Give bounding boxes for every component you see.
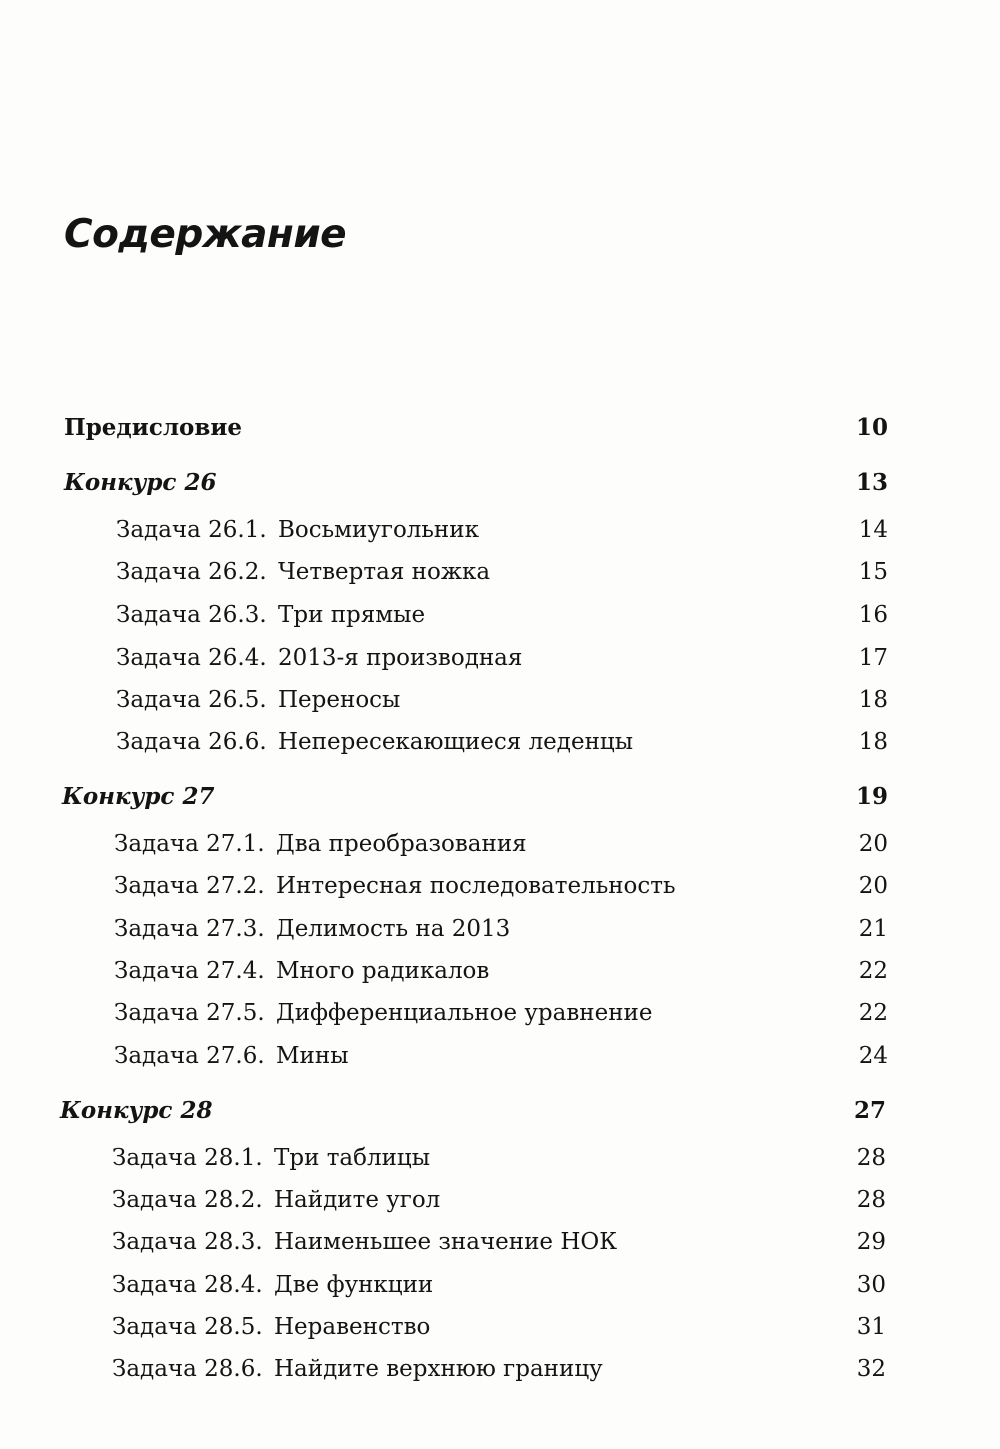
toc-entry-task[interactable] xyxy=(112,1143,886,1173)
task-title: Наименьшее значение НОК xyxy=(274,1229,618,1255)
dot-leader xyxy=(625,1227,836,1257)
dot-leader xyxy=(498,557,838,587)
toc-entry-contest-27[interactable] xyxy=(62,782,888,812)
page-number: 19 xyxy=(855,783,888,810)
task-title: Восьмиугольник xyxy=(278,517,479,543)
task-number: Задача 27.1. xyxy=(114,831,265,857)
page-number: 28 xyxy=(856,1187,886,1213)
task-number: Задача 26.5. xyxy=(116,687,267,713)
page-number: 31 xyxy=(856,1314,886,1340)
toc-entry-task[interactable] xyxy=(114,871,888,901)
task-number: Задача 28.5. xyxy=(112,1314,263,1340)
dot-leader xyxy=(224,468,838,498)
task-number: Задача 28.3. xyxy=(112,1229,263,1255)
task-number: Задача 26.2. xyxy=(116,559,267,585)
page-number: 29 xyxy=(856,1229,886,1255)
dot-leader xyxy=(448,1185,836,1215)
task-number: Задача 27.2. xyxy=(114,873,265,899)
toc-entry-task[interactable] xyxy=(114,914,888,944)
dot-leader xyxy=(250,413,838,443)
task-number: Задача 26.6. xyxy=(116,729,267,755)
page-number: 13 xyxy=(855,469,888,496)
dot-leader xyxy=(220,1096,836,1126)
page-title: Содержание xyxy=(64,212,347,257)
task-title: Два преобразования xyxy=(276,831,527,857)
task-number: Задача 28.4. xyxy=(112,1272,263,1298)
dot-leader xyxy=(661,998,838,1028)
dot-leader xyxy=(438,1143,836,1173)
page-number: 20 xyxy=(858,831,888,857)
page-number: 14 xyxy=(858,517,888,543)
task-title: Дифференциальное уравнение xyxy=(276,1000,653,1026)
task-number: Задача 28.1. xyxy=(112,1145,263,1171)
task-number: Задача 26.1. xyxy=(116,517,267,543)
dot-leader xyxy=(408,685,838,715)
task-title: Переносы xyxy=(278,687,401,713)
task-title: Найдите угол xyxy=(274,1187,441,1213)
entry-title: Конкурс 26 xyxy=(64,469,217,496)
task-title: Непересекающиеся леденцы xyxy=(278,729,633,755)
toc-entry-task[interactable] xyxy=(112,1312,886,1342)
page-number: 32 xyxy=(856,1356,886,1382)
toc-entry-task[interactable] xyxy=(116,685,888,715)
toc-entry-task[interactable] xyxy=(116,557,888,587)
page-number: 16 xyxy=(858,602,888,628)
toc-entry-contest-26[interactable] xyxy=(64,468,888,498)
task-number: Задача 27.4. xyxy=(114,958,265,984)
dot-leader xyxy=(530,643,838,673)
page-number: 21 xyxy=(858,916,888,942)
task-title: Неравенство xyxy=(274,1314,431,1340)
toc-entry-task[interactable] xyxy=(116,727,888,757)
task-title: Две функции xyxy=(274,1272,434,1298)
page-number: 18 xyxy=(858,729,888,755)
toc-entry-preface[interactable] xyxy=(64,413,888,443)
page-number: 17 xyxy=(858,645,888,671)
page-number: 30 xyxy=(856,1272,886,1298)
entry-title: Конкурс 27 xyxy=(62,783,215,810)
toc-entry-contest-28[interactable] xyxy=(60,1096,886,1126)
page-number: 24 xyxy=(858,1043,888,1069)
task-title: Четвертая ножка xyxy=(278,559,491,585)
task-number: Задача 28.2. xyxy=(112,1187,263,1213)
task-title: Три прямые xyxy=(278,602,426,628)
task-title: 2013-я производная xyxy=(278,645,523,671)
toc-entry-task[interactable] xyxy=(112,1270,886,1300)
dot-leader xyxy=(222,782,838,812)
task-title: Делимость на 2013 xyxy=(276,916,511,942)
task-title: Найдите верхнюю границу xyxy=(274,1356,603,1382)
page-number: 27 xyxy=(853,1097,886,1124)
task-number: Задача 27.5. xyxy=(114,1000,265,1026)
toc-entry-task[interactable] xyxy=(112,1354,886,1384)
toc-entry-task[interactable] xyxy=(116,643,888,673)
dot-leader xyxy=(438,1312,836,1342)
toc-entry-task[interactable] xyxy=(116,515,888,545)
task-title: Мины xyxy=(276,1043,349,1069)
task-title: Три таблицы xyxy=(274,1145,431,1171)
toc-entry-task[interactable] xyxy=(114,998,888,1028)
dot-leader xyxy=(441,1270,836,1300)
page-number: 22 xyxy=(858,958,888,984)
dot-leader xyxy=(487,515,838,545)
task-title: Много радикалов xyxy=(276,958,490,984)
task-number: Задача 26.3. xyxy=(116,602,267,628)
toc-entry-task[interactable] xyxy=(116,600,888,630)
toc-entry-task[interactable] xyxy=(114,829,888,859)
page-number: 20 xyxy=(858,873,888,899)
page-number: 28 xyxy=(856,1145,886,1171)
task-number: Задача 27.6. xyxy=(114,1043,265,1069)
dot-leader xyxy=(518,914,838,944)
entry-title: Конкурс 28 xyxy=(60,1097,213,1124)
dot-leader xyxy=(357,1041,838,1071)
page-number: 15 xyxy=(858,559,888,585)
dot-leader xyxy=(641,727,838,757)
toc-entry-task[interactable] xyxy=(114,1041,888,1071)
dot-leader xyxy=(611,1354,836,1384)
task-number: Задача 28.6. xyxy=(112,1356,263,1382)
dot-leader xyxy=(433,600,838,630)
task-number: Задача 26.4. xyxy=(116,645,267,671)
page-number: 10 xyxy=(855,414,888,441)
toc-entry-task[interactable] xyxy=(114,956,888,986)
task-title: Интересная последовательность xyxy=(276,873,676,899)
task-number: Задача 27.3. xyxy=(114,916,265,942)
toc-entry-task[interactable] xyxy=(112,1185,886,1215)
page-number: 18 xyxy=(858,687,888,713)
entry-title: Предисловие xyxy=(64,414,243,441)
page-number: 22 xyxy=(858,1000,888,1026)
dot-leader xyxy=(684,871,838,901)
dot-leader xyxy=(497,956,838,986)
dot-leader xyxy=(535,829,838,859)
toc-entry-task[interactable] xyxy=(112,1227,886,1257)
